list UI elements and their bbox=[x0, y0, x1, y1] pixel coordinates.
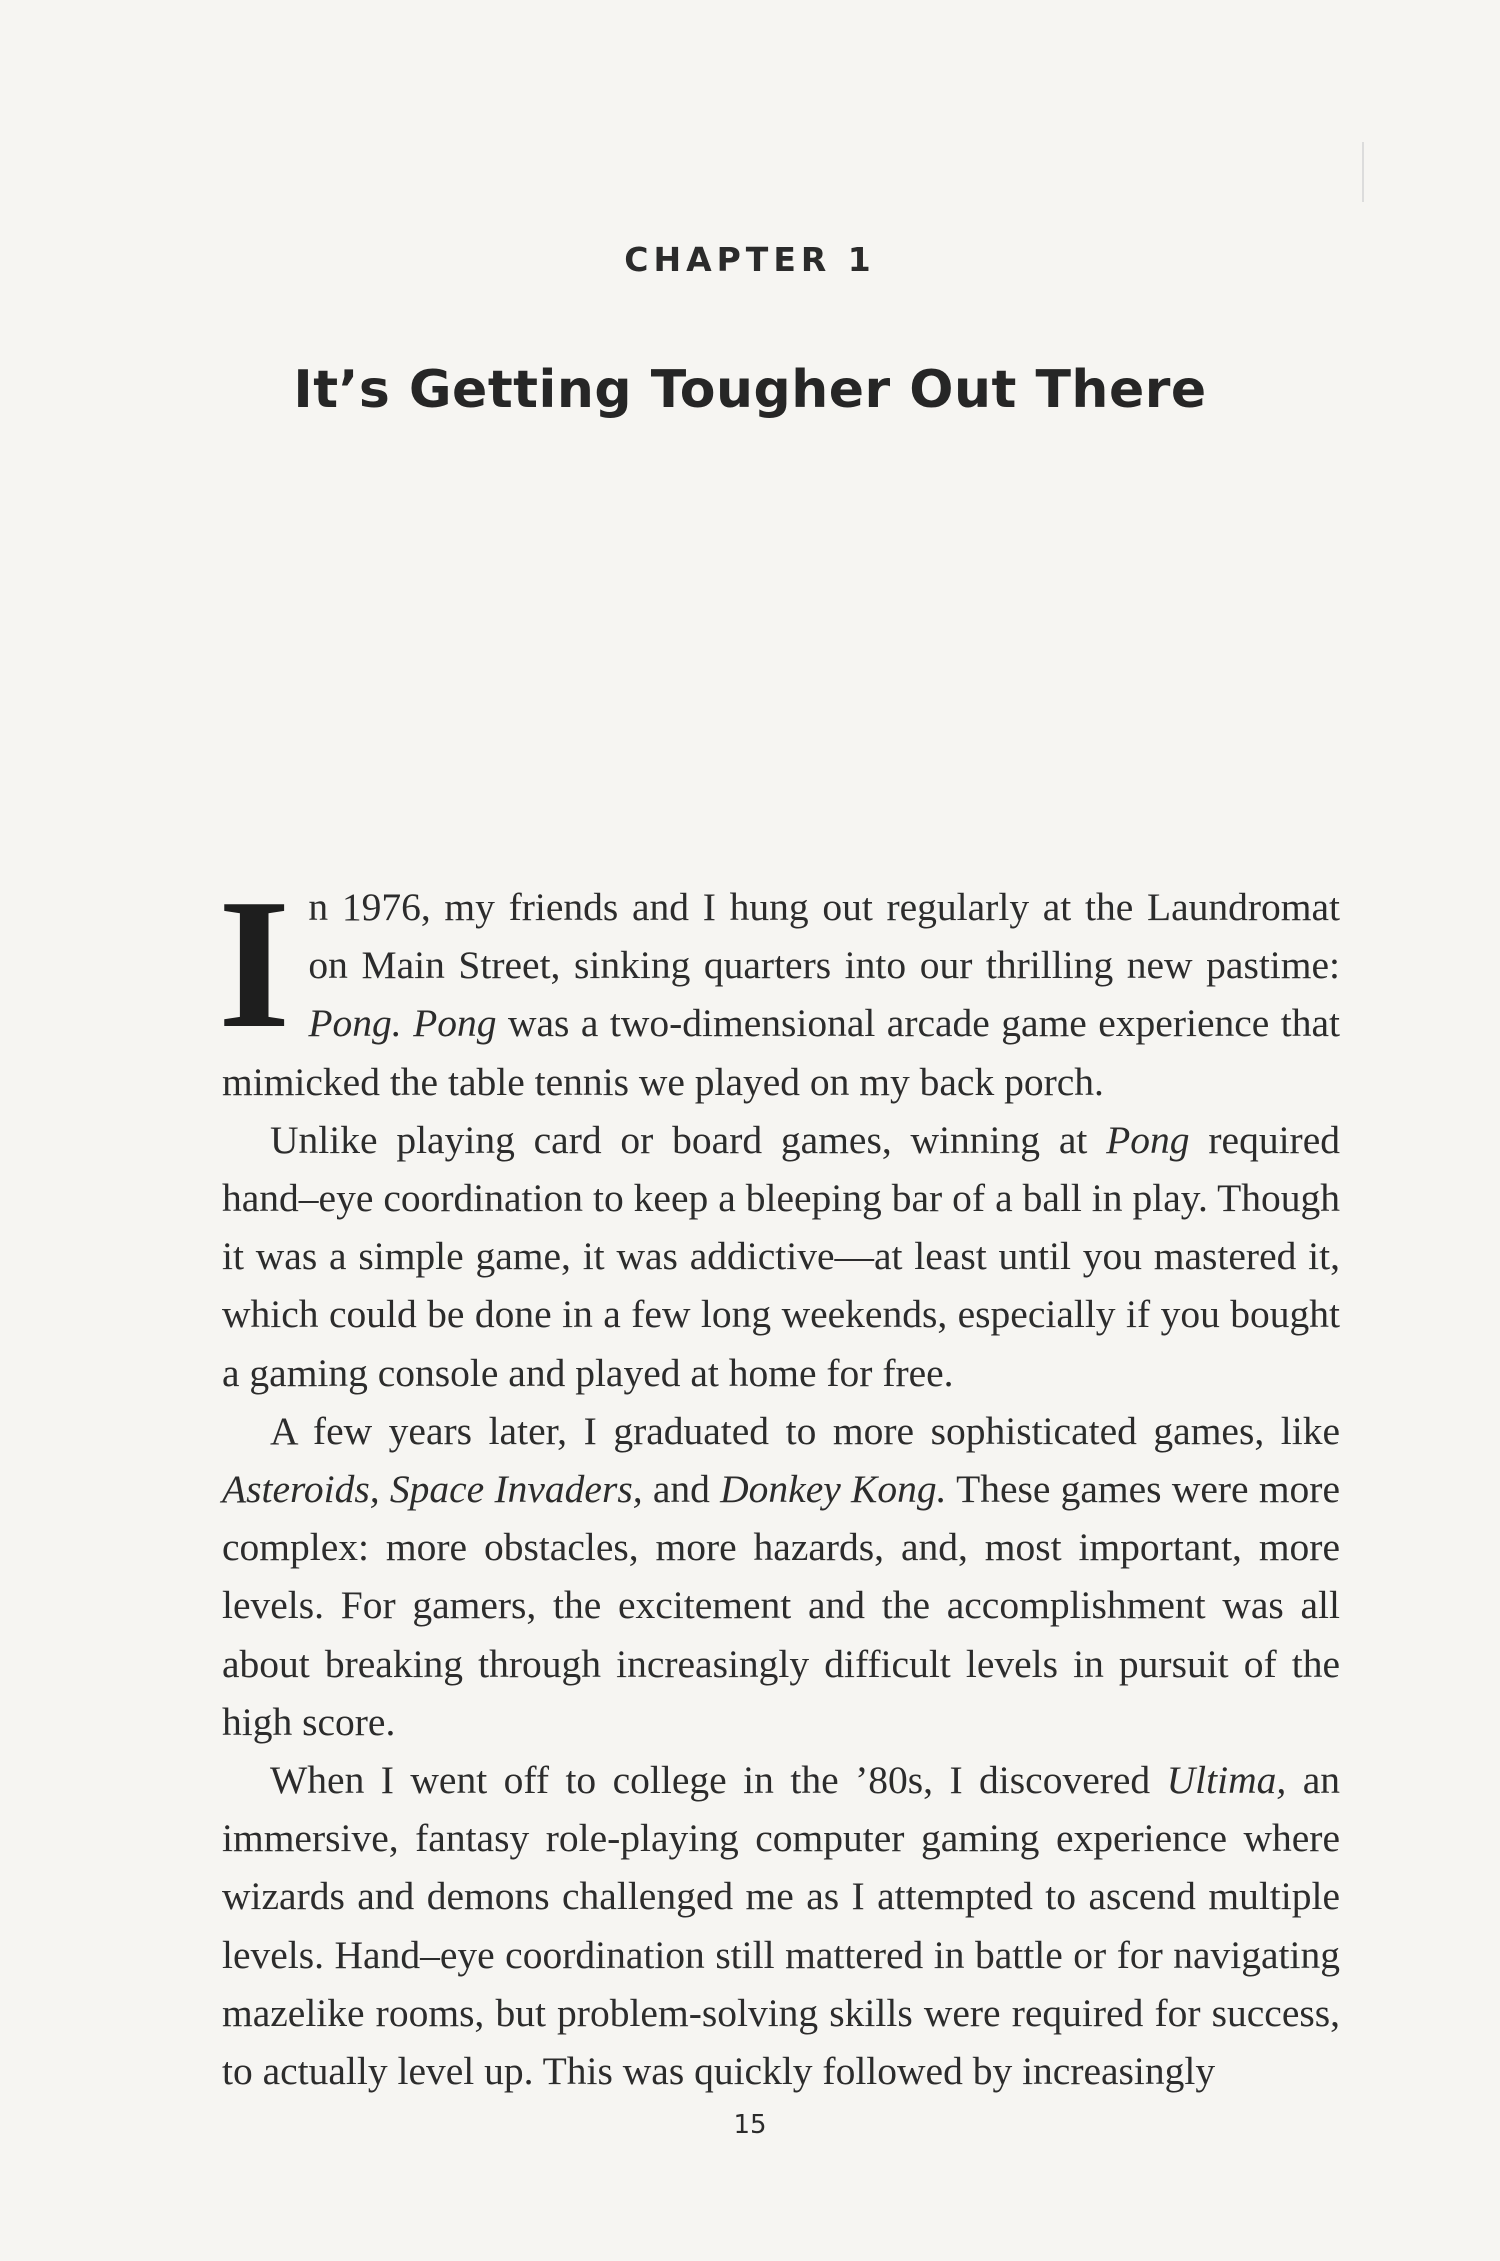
body-text bbox=[218, 861, 1341, 2100]
paragraph-3-text-a: A few years later, I graduated to more sophisticated games, like bbox=[270, 1408, 1340, 1453]
paragraph-3-title-donkey-kong: Donkey Kong. bbox=[720, 1467, 947, 1512]
paragraph-1-title-pong-2: Pong bbox=[413, 1001, 497, 1046]
paragraph-3 bbox=[222, 1402, 1340, 1751]
scan-artifact bbox=[1362, 142, 1364, 202]
paragraph-1-title-pong: Pong. bbox=[308, 1001, 402, 1046]
page-number: 15 bbox=[733, 2110, 767, 2140]
paragraph-2-title-pong: Pong bbox=[1106, 1117, 1190, 1162]
chapter-label: CHAPTER 1 bbox=[624, 240, 876, 279]
paragraph-1-text-a: n 1976, my friends and I hung out regularly at the Laundromat on Main Street, sinking quarters into our thrilling new pastime: bbox=[308, 885, 1340, 988]
paragraph-4-text-a: When I went off to college in the ’80s, I discovered bbox=[270, 1758, 1167, 1803]
paragraph-2-text-a: Unlike playing card or board games, winning at bbox=[270, 1117, 1107, 1162]
paragraph-3-titles: Asteroids, Space Invaders, bbox=[222, 1467, 643, 1512]
paragraph-2 bbox=[222, 1111, 1340, 1402]
drop-cap: I bbox=[218, 861, 291, 1067]
paragraph-3-text-c: and bbox=[642, 1467, 721, 1512]
paragraph-2-text-c: required hand–eye coordination to keep a bleeping bar of a ball in play. Though it was a simple game, it was addictive—at least until you mastered it, which could be done in a few long weekends, especially if you bought a gaming console and played at home for free. bbox=[222, 1117, 1340, 1395]
paragraph-4-title-ultima: Ultima, bbox=[1166, 1758, 1287, 1803]
paragraph-1-text-d: was a two-dimensional arcade game experience that mimicked the table tennis we played on my back porch. bbox=[222, 1001, 1341, 1104]
paragraph-4-text-c: an immersive, fantasy role-playing computer gaming experience where wizards and demons challenged me as I attempted to ascend multiple levels. Hand–eye coordination still mattered in battle or for navigating mazelike rooms, but problem-solving skills were required for success, to actually level up. This was quickly followed by increasingly bbox=[222, 1758, 1340, 2094]
paragraph-1 bbox=[218, 861, 1341, 1111]
chapter-title: It’s Getting Tougher Out There bbox=[293, 360, 1207, 420]
paragraph-3-text-e: These games were more complex: more obstacles, more hazards, and, most important, more levels. For gamers, the excitement and the accomplishment was all about breaking through increasingly difficult levels in pursuit of the high score. bbox=[222, 1467, 1340, 1744]
paragraph-4 bbox=[222, 1751, 1340, 2100]
